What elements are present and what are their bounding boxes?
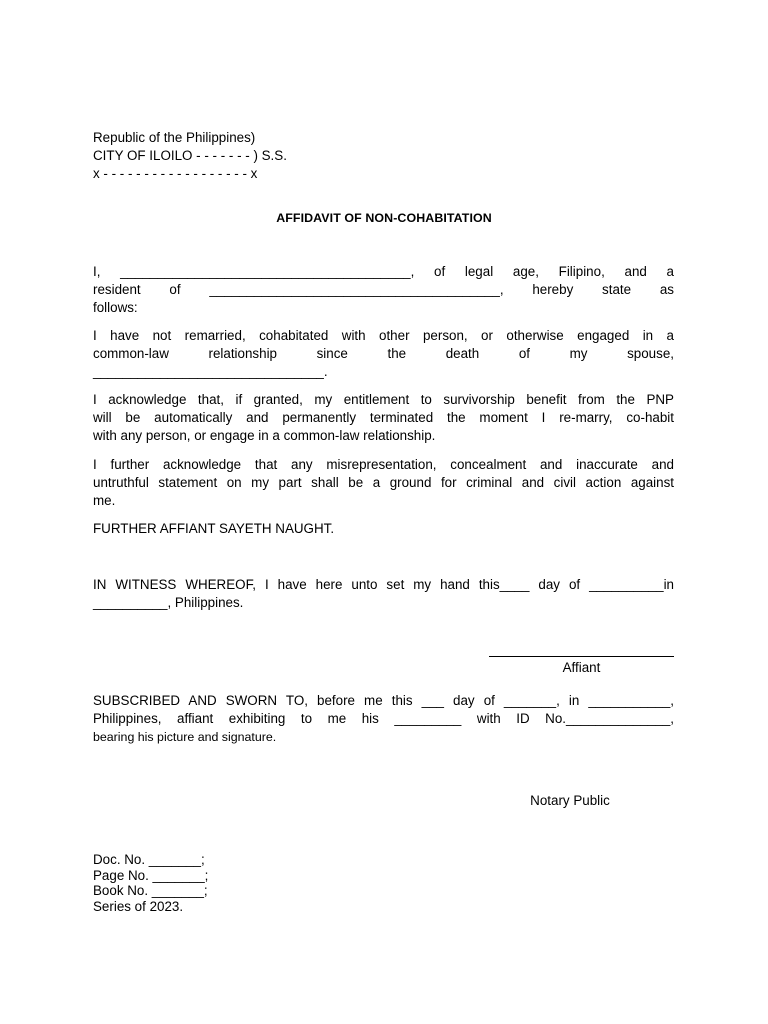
identity-line-2: resident of _______________________________________, hereby state as bbox=[93, 282, 674, 297]
not-remarried-line-3: _______________________________. bbox=[93, 364, 328, 379]
subscribed-line-3: bearing his picture and signature. bbox=[93, 730, 277, 744]
paragraph-subscribed bbox=[93, 692, 674, 746]
notarial-docket bbox=[93, 852, 674, 914]
paragraph-identity bbox=[93, 263, 674, 317]
identity-line-3: follows: bbox=[93, 300, 138, 315]
acknowledge-line-1: I acknowledge that, if granted, my entitlement to survivorship benefit from the PNP bbox=[93, 392, 674, 407]
docket-series: Series of 2023. bbox=[93, 898, 184, 914]
docket-page-no: Page No. _______; bbox=[93, 867, 209, 883]
paragraph-further bbox=[93, 520, 674, 538]
docket-book-no: Book No. _______; bbox=[93, 883, 208, 898]
witness-line-2: __________, Philippines. bbox=[93, 595, 244, 610]
paragraph-not-remarried bbox=[93, 327, 674, 381]
document-title: AFFIDAVIT OF NON-COHABITATION bbox=[276, 211, 492, 225]
paragraph-witness bbox=[93, 576, 674, 612]
affiant-signature-line bbox=[489, 656, 674, 657]
caption-city: CITY OF ILOILO - - - - - - - ) S.S. bbox=[93, 148, 287, 163]
acknowledge-line-2: will be automatically and permanently terminated the moment I re-marry, co-habit bbox=[93, 410, 674, 425]
paragraph-acknowledge bbox=[93, 391, 674, 445]
docket-doc-no: Doc. No. _______; bbox=[93, 852, 205, 867]
venue-caption bbox=[93, 129, 674, 183]
subscribed-line-2: Philippines, affiant exhibiting to me his _________ with ID No.______________, bbox=[93, 711, 674, 726]
acknowledge-line-3: with any person, or engage in a common-law relationship. bbox=[93, 428, 436, 443]
notary-block bbox=[510, 792, 630, 810]
misrepresentation-line-3: me. bbox=[93, 493, 116, 508]
misrepresentation-line-1: I further acknowledge that any misrepresentation, concealment and inaccurate and bbox=[93, 457, 674, 472]
caption-separator: x - - - - - - - - - - - - - - - - - - x bbox=[93, 166, 258, 181]
further-affiant-text: FURTHER AFFIANT SAYETH NAUGHT. bbox=[93, 521, 335, 536]
notary-public-label: Notary Public bbox=[530, 793, 610, 808]
not-remarried-line-1: I have not remarried, cohabitated with other person, or otherwise engaged in a bbox=[93, 328, 674, 343]
identity-line-1: I, _______________________________________, of legal age, Filipino, and a bbox=[93, 264, 674, 279]
paragraph-misrepresentation bbox=[93, 456, 674, 510]
affiant-label: Affiant bbox=[562, 660, 601, 675]
caption-republic: Republic of the Philippines) bbox=[93, 130, 256, 145]
affiant-signature-block bbox=[489, 656, 674, 677]
subscribed-line-1: SUBSCRIBED AND SWORN TO, before me this ___ day of _______, in ___________, bbox=[93, 693, 674, 708]
not-remarried-line-2: common-law relationship since the death of my spouse, bbox=[93, 346, 674, 361]
witness-line-1: IN WITNESS WHEREOF, I have here unto set my hand this____ day of __________in bbox=[93, 577, 674, 592]
misrepresentation-line-2: untruthful statement on my part shall be a ground for criminal and civil action against bbox=[93, 475, 674, 490]
